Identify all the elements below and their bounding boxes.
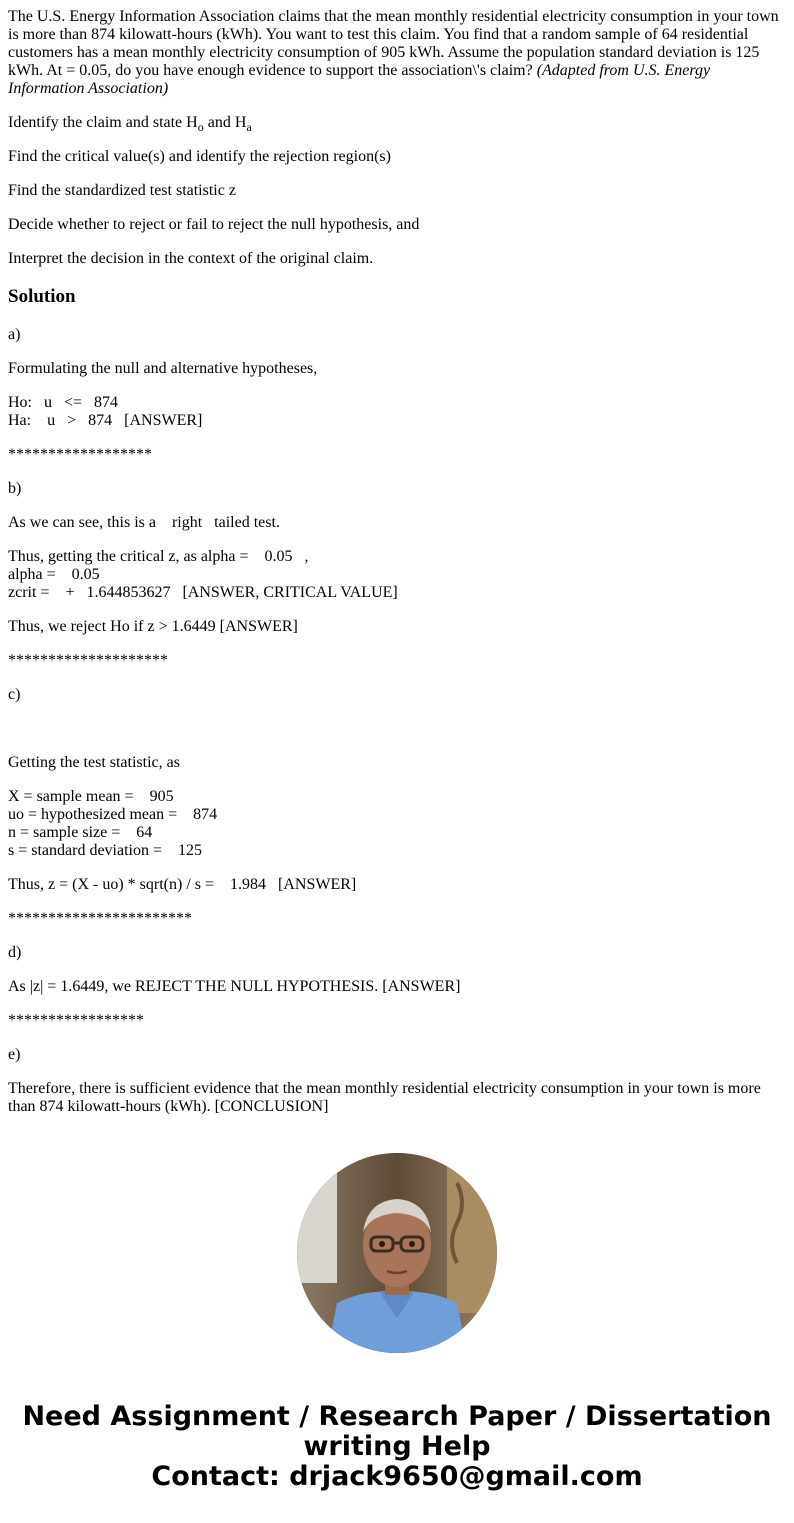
task-identify (8, 114, 786, 132)
subscript-a: a (246, 120, 252, 134)
z-statistic: Thus, z = (X - uo) * sqrt(n) / s = 1.984 [ANSWER] (8, 876, 357, 893)
separator-a: ****************** (8, 446, 152, 463)
part-a-intro: Formulating the null and alternative hypotheses, (8, 360, 318, 377)
task-identify-text: Identify the claim and state H (8, 114, 198, 131)
part-c-intro: Getting the test statistic, as (8, 754, 180, 771)
separator-b: ******************** (8, 652, 168, 669)
question-text: The U.S. Energy Information Association claims that the mean monthly residential electricity consumption in your town is more than 874 kilowatt-hours (kWh). You want to test this claim. You find that a random sample of 64 residential customers has a mean monthly electricity consumption of 905 kWh. Assume the population standard deviation is 125 kWh. At = 0.05, do you have enough evidence to support the association\'s claim? (8, 8, 779, 79)
alpha-value: alpha = 0.05 (8, 566, 100, 583)
solution-heading: Solution (8, 286, 76, 307)
decision-text: As |z| = 1.6449, we REJECT THE NULL HYPOTHESIS. [ANSWER] (8, 978, 461, 995)
footer-line-2: writing Help (303, 1431, 491, 1462)
conclusion-text: Therefore, there is sufficient evidence that the mean monthly residential electricity consumption in your town is more than 874 kilowatt-hours (kWh). [CONCLUSION] (8, 1080, 761, 1115)
separator-d: ***************** (8, 1012, 144, 1029)
question-source: (Adapted from U.S. Energy Information Association) (8, 62, 711, 97)
spacer (8, 720, 786, 754)
task-identify-and: and H (203, 114, 247, 131)
task-statistic: Find the standardized test statistic z (8, 182, 236, 199)
part-a-label: a) (8, 326, 21, 343)
task-decide: Decide whether to reject or fail to reject the null hypothesis, and (8, 216, 420, 233)
rejection-rule: Thus, we reject Ho if z > 1.6449 [ANSWER] (8, 618, 298, 635)
footer-banner (0, 1402, 794, 1492)
part-d-label: d) (8, 944, 22, 961)
critical-block (8, 548, 786, 602)
footer-line-1: Need Assignment / Research Paper / Dissertation (22, 1401, 772, 1432)
footer-contact: Contact: drjack9650@gmail.com (151, 1461, 643, 1492)
statistic-inputs (8, 788, 786, 860)
question-paragraph (8, 8, 786, 98)
part-c-label: c) (8, 686, 21, 703)
hypothesized-mean: uo = hypothesized mean = 874 (8, 806, 218, 823)
part-b-label: b) (8, 480, 22, 497)
alternative-hypothesis: Ha: u > 874 [ANSWER] (8, 412, 203, 429)
task-interpret: Interpret the decision in the context of the original claim. (8, 250, 374, 267)
document-body (8, 8, 786, 1122)
part-e-label: e) (8, 1046, 21, 1063)
zcrit-value: zcrit = + 1.644853627 [ANSWER, CRITICAL VALUE] (8, 584, 398, 601)
task-critical: Find the critical value(s) and identify the rejection region(s) (8, 148, 391, 165)
alpha-line: Thus, getting the critical z, as alpha = 0.05 , (8, 548, 309, 565)
tail-text: As we can see, this is a right tailed test. (8, 514, 280, 531)
sample-size: n = sample size = 64 (8, 824, 153, 841)
author-avatar (297, 1153, 497, 1353)
null-hypothesis: Ho: u <= 874 (8, 394, 119, 411)
separator-c: *********************** (8, 910, 192, 927)
standard-deviation: s = standard deviation = 125 (8, 842, 203, 859)
sample-mean: X = sample mean = 905 (8, 788, 174, 805)
author-portrait-image (297, 1153, 497, 1353)
subscript-o: o (197, 120, 204, 134)
hypotheses-block (8, 394, 786, 430)
